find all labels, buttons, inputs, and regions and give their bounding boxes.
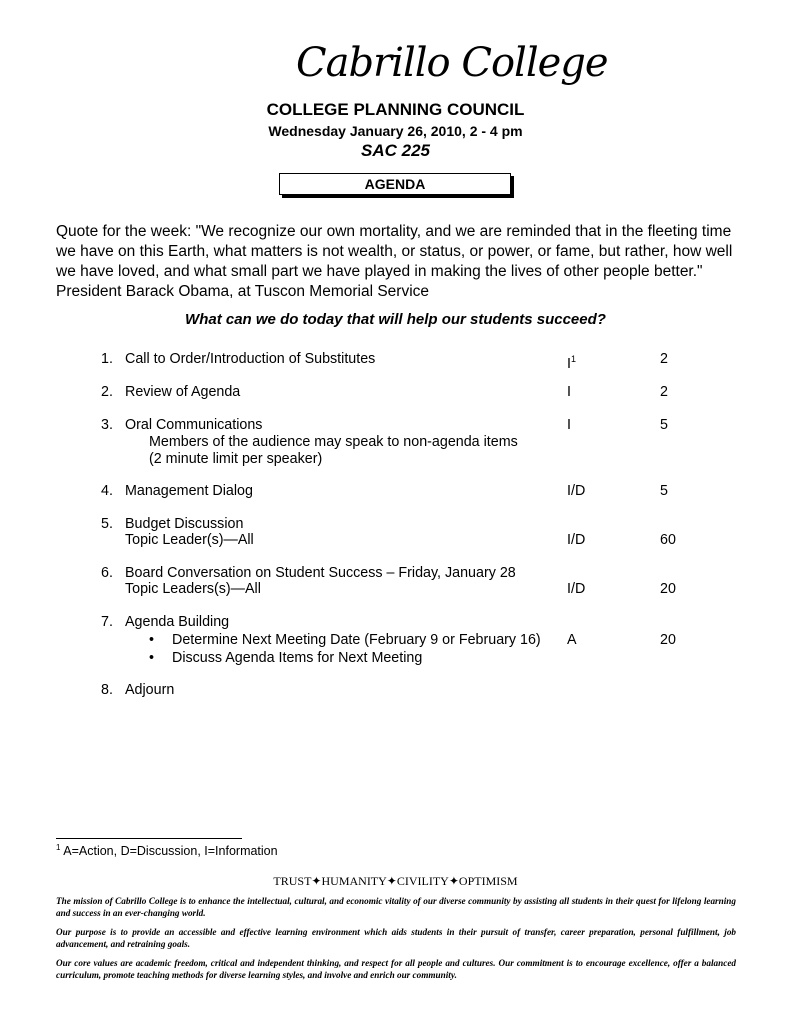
footnote-text: A=Action, D=Discussion, I=Information — [63, 844, 278, 859]
item-code: I/D — [567, 483, 586, 499]
item-text: Adjourn — [125, 682, 175, 698]
item-code: I — [567, 384, 571, 400]
item-code: I/D — [567, 532, 586, 548]
footnote-divider — [56, 838, 242, 839]
item-text: Board Conversation on Student Success – Friday, January 28 — [125, 565, 516, 581]
item-text: Budget Discussion — [125, 516, 244, 532]
footnote-ref: 1 — [570, 354, 576, 364]
item-number: 7. — [101, 614, 113, 630]
item-number: 2. — [101, 384, 113, 400]
footnote-marker: 1 — [56, 843, 61, 852]
meeting-room: SAC 225 — [361, 141, 430, 160]
bullet-icon: • — [149, 650, 155, 666]
item-code: I/D — [567, 581, 586, 597]
item-subtext: Topic Leader(s)—All — [125, 532, 254, 548]
item-subtext: Members of the audience may speak to non-agenda items — [149, 434, 518, 450]
item-minutes: 5 — [660, 417, 668, 433]
item-minutes: 2 — [660, 384, 668, 400]
item-bullet-text: Determine Next Meeting Date (February 9 or February 16) — [172, 632, 541, 648]
item-code: A — [567, 632, 577, 648]
item-text: Review of Agenda — [125, 384, 241, 400]
council-title: COLLEGE PLANNING COUNCIL — [266, 100, 525, 119]
item-code: $I^1$ — [567, 354, 576, 372]
footnote — [56, 843, 278, 858]
item-minutes: 60 — [660, 532, 676, 548]
item-code: I — [567, 417, 571, 433]
bullet-icon: • — [149, 632, 155, 648]
item-minutes: 20 — [660, 581, 676, 597]
logo-wordmark: Cabrillo College — [296, 40, 608, 86]
item-number: 8. — [101, 682, 113, 698]
item-minutes: 2 — [660, 351, 668, 367]
item-minutes: 5 — [660, 483, 668, 499]
mission-statement: The mission of Cabrillo College is to enhance the intellectual, cultural, and economic vitality of our diverse community by assisting all students in their quest for lifelong learning and success in an ever-changing world. — [56, 896, 736, 918]
item-number: 4. — [101, 483, 113, 499]
guiding-question: What can we do today that will help our students succeed? — [185, 311, 606, 328]
item-text: Management Dialog — [125, 483, 253, 499]
college-motto: TRUST✦HUMANITY✦CIVILITY✦OPTIMISM — [273, 874, 518, 888]
agenda-label-box: AGENDA — [279, 173, 511, 195]
item-text: Call to Order/Introduction of Substitutes — [125, 351, 376, 367]
purpose-statement: Our purpose is to provide an accessible and effective learning environment which aids students in their pursuit of transfer, career preparation, personal fulfillment, job advancement, and retraining goals. — [56, 927, 736, 949]
item-text: Agenda Building — [125, 614, 230, 630]
meeting-date-time: Wednesday January 26, 2010, 2 - 4 pm — [268, 123, 523, 139]
item-subtext: Topic Leaders(s)—All — [125, 581, 261, 597]
quote-of-the-week: Quote for the week: "We recognize our own mortality, and we are reminded that in the fleeting time we have on this Earth, what matters is not wealth, or status, or power, or fame, but rather, how well we have loved, and what small part we have played in making the lives of other people better." President Barack Obama, at Tuscon Memorial Service — [56, 223, 733, 300]
item-subtext: (2 minute limit per speaker) — [149, 451, 323, 467]
college-logo — [296, 38, 608, 100]
item-number: 3. — [101, 417, 113, 433]
item-number: 6. — [101, 565, 113, 581]
item-number: 1. — [101, 351, 113, 367]
item-bullet-text: Discuss Agenda Items for Next Meeting — [172, 650, 423, 666]
item-minutes: 20 — [660, 632, 676, 648]
core-values-statement: Our core values are academic freedom, critical and independent thinking, and respect for all people and cultures. Our commitment is to encourage excellence, offer a balanced curriculum, promote teaching methods for diverse learning styles, and involve and enrich our community. — [56, 958, 736, 980]
item-number: 5. — [101, 516, 113, 532]
item-text: Oral Communications — [125, 417, 263, 433]
